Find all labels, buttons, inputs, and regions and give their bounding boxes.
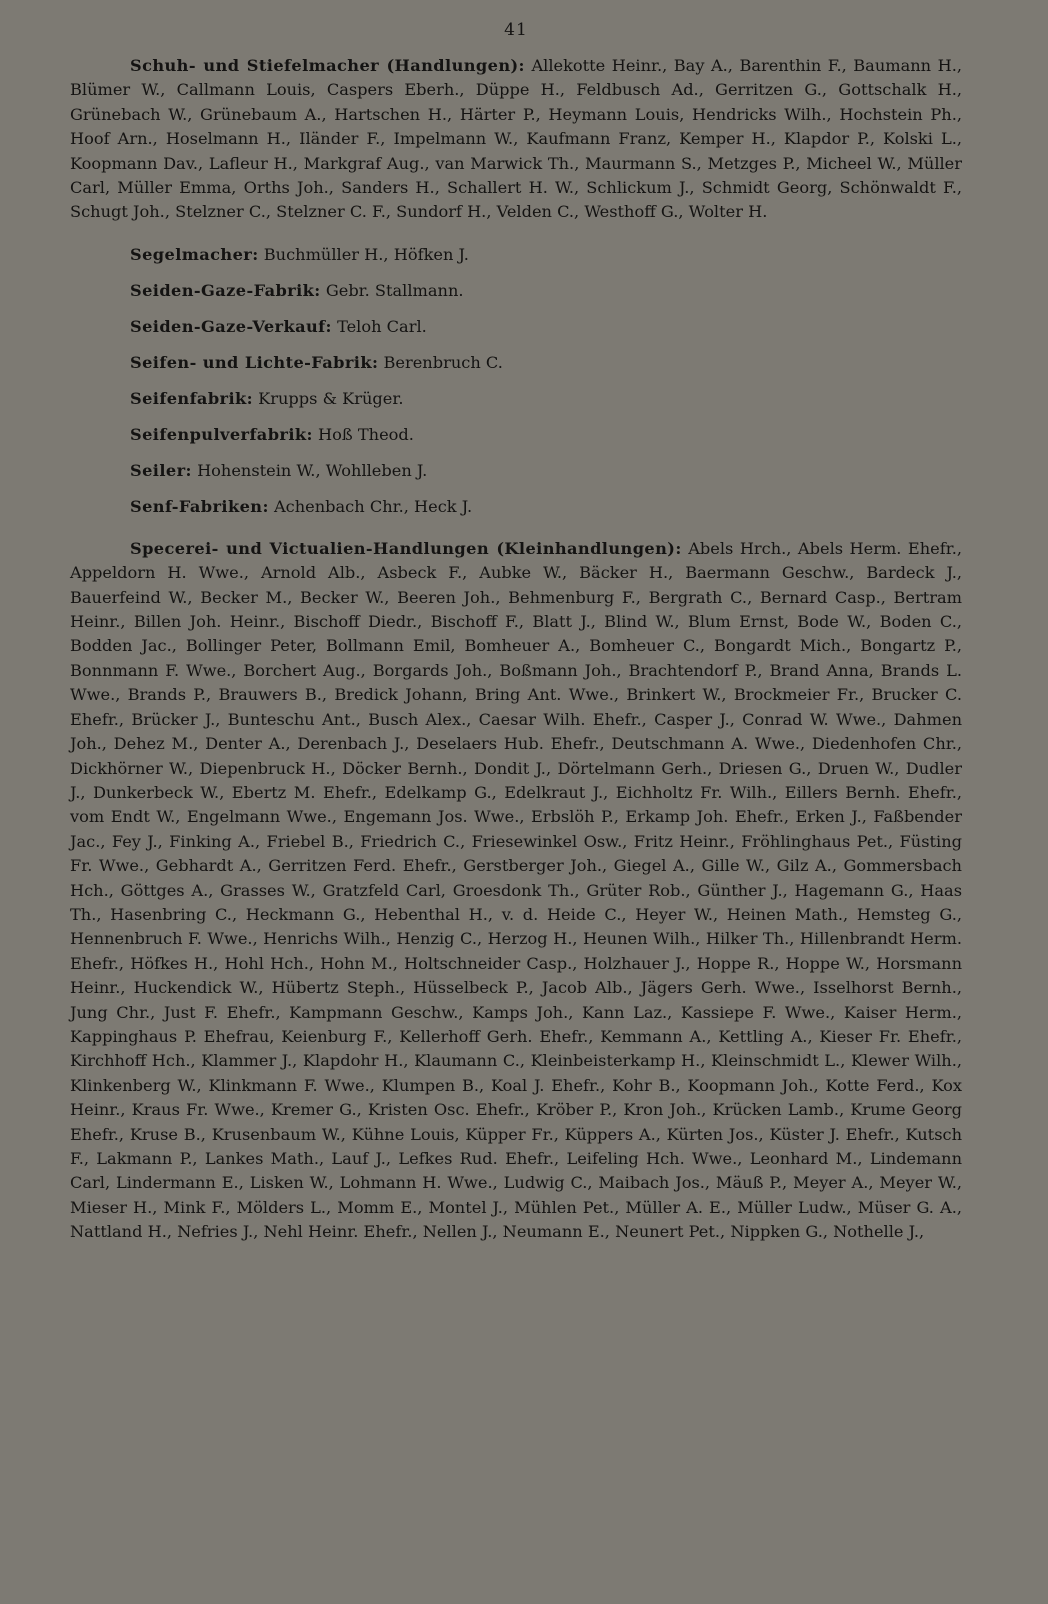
section-text: Hohenstein W., Wohlleben J. bbox=[197, 460, 428, 480]
section-text: Teloh Carl. bbox=[337, 316, 427, 336]
section-text: Buchmüller H., Höfken J. bbox=[263, 244, 469, 264]
section-heading: Segelmacher: bbox=[130, 244, 259, 264]
section-specerei bbox=[70, 537, 962, 1245]
section-heading: Seifen- und Lichte-Fabrik: bbox=[130, 352, 379, 372]
section-heading: Schuh- und Stiefelmacher (Handlungen): bbox=[130, 56, 525, 75]
section-seiler bbox=[70, 459, 962, 483]
section-segelmacher bbox=[70, 243, 962, 267]
section-seiden-gaze-fabrik bbox=[70, 279, 962, 303]
section-text: Krupps & Krüger. bbox=[258, 388, 404, 408]
section-text: Hoß Theod. bbox=[318, 424, 414, 444]
section-heading: Seifenfabrik: bbox=[130, 388, 254, 408]
section-heading: Seiler: bbox=[130, 460, 192, 480]
section-seifenfabrik bbox=[70, 387, 962, 411]
section-text: Allekotte Heinr., Bay A., Barenthin F., Baumann H., Blümer W., Callmann Louis, Caspers Eberh., Düppe H., Feldbusch Ad., Gerritzen G., Gottschalk H., Grünebach W., Grünebaum A., Hartschen H., Härter P., Heymann Louis, Hendricks Wilh., Hochstein Ph., Hoof Arn., Hoselmann H., Iländer F., Impelmann W., Kaufmann Franz, Kemper H., Klapdor P., Kolski L., Koopmann Dav., Lafleur H., Markgraf Aug., van Marwick Th., Maurmann S., Metzges P., Micheel W., Müller Carl, Müller Emma, Orths Joh., Sanders H., Schallert H. W., Schlickum J., Schmidt Georg, Schönwaldt F., Schugt Joh., Stelzner C., Stelzner C. F., Sundorf H., Velden C., Westhoff G., Wolter H. bbox=[70, 56, 963, 222]
page-number: 41 bbox=[504, 20, 528, 40]
section-text: Abels Hrch., Abels Herm. Ehefr., Appeldorn H. Wwe., Arnold Alb., Asbeck F., Aubke W., Bäcker H., Baermann Geschw., Bardeck J., Bauerfeind W., Becker M., Becker W., Beeren Joh., Behmenburg F., Bergrath C., Bernard Casp., Bertram Heinr., Billen Joh. Heinr., Bischoff Diedr., Bischoff F., Blatt J., Blind W., Blum Ernst, Bode W., Boden C., Bodden Jac., Bollinger Peter, Bollmann Emil, Bomheuer A., Bomheuer C., Bongardt Mich., Bongartz P., Bonnmann F. Wwe., Borchert Aug., Borgards Joh., Boßmann Joh., Brachtendorf P., Brand Anna, Brands L. Wwe., Brands P., Brauwers B., Bredick Johann, Bring Ant. Wwe., Brinkert W., Brockmeier Fr., Brucker C. Ehefr., Brücker J., Bunteschu Ant., Busch Alex., Caesar Wilh. Ehefr., Casper J., Conrad W. Wwe., Dahmen Joh., Dehez M., Denter A., Derenbach J., Deselaers Hub. Ehefr., Deutschmann A. Wwe., Diedenhofen Chr., Dickhörner W., Diepenbruck H., Döcker Bernh., Dondit J., Dörtelmann Gerh., Driesen G., Druen W., Dudler J., Dunkerbeck W., Ebertz M. Ehefr., Edelkamp G., Edelkraut J., Eichholtz Fr. Wilh., Eillers Bernh. Ehefr., vom Endt W., Engelmann Wwe., Engemann Jos. Wwe., Erbslöh P., Erkamp Joh. Ehefr., Erken J., Faßbender Jac., Fey J., Finking A., Friebel B., Friedrich C., Friesewinkel Osw., Fritz Heinr., Fröhlinghaus Pet., Füsting Fr. Wwe., Gebhardt A., Gerritzen Ferd. Ehefr., Gerstberger Joh., Giegel A., Gille W., Gilz A., Gommersbach Hch., Göttges A., Grasses W., Gratzfeld Carl, Groesdonk Th., Grüter Rob., Günther J., Hagemann G., Haas Th., Hasenbring C., Heckmann G., Hebenthal H., v. d. Heide C., Heyer W., Heinen Math., Hemsteg G., Hennenbruch F. Wwe., Henrichs Wilh., Henzig C., Herzog H., Heunen Wilh., Hilker Th., Hillenbrandt Herm. Ehefr., Höfkes H., Hohl Hch., Hohn M., Holtschneider Casp., Holzhauer J., Hoppe R., Hoppe W., Horsmann Heinr., Huckendick W., Hübertz Steph., Hüsselbeck P., Jacob Alb., Jägers Gerh. Wwe., Isselhorst Bernh., Jung Chr., Just F. Ehefr., Kampmann Geschw., Kamps Joh., Kann Laz., Kassiepe F. Wwe., Kaiser Herm., Kappinghaus P. Ehefrau, Keienburg F., Kellerhoff Gerh. Ehefr., Kemmann A., Kettling A., Kieser Fr. Ehefr., Kirchhoff Hch., Klammer J., Klapdohr H., Klaumann C., Kleinbeisterkamp H., Kleinschmidt L., Klewer Wilh., Klinkenberg W., Klinkmann F. Wwe., Klumpen B., Koal J. Ehefr., Kohr B., Koopmann Joh., Kotte Ferd., Kox Heinr., Kraus Fr. Wwe., Kremer G., Kristen Osc. Ehefr., Kröber P., Kron Joh., Krücken Lamb., Krume Georg Ehefr., Kruse B., Krusenbaum W., Kühne Louis, Küpper Fr., Küppers A., Kürten Jos., Küster J. Ehefr., Kutsch F., Lakmann P., Lankes Math., Lauf J., Lefkes Rud. Ehefr., Leifeling Hch. Wwe., Leonhard M., Lindemann Carl, Lindermann E., Lisken W., Lohmann H. Wwe., Ludwig C., Maibach Jos., Mäuß P., Meyer A., Meyer W., Mieser H., Mink F., Mölders L., Momm E., Montel J., Mühlen Pet., Müller A. E., Müller Ludw., Müser G. A., Nattland H., Nefries J., Nehl Heinr. Ehefr., Nellen J., Neumann E., Neunert Pet., Nippken G., Nothelle J., bbox=[70, 538, 962, 1242]
section-heading: Specerei- und Victualien-Handlungen (Kleinhandlungen): bbox=[130, 538, 682, 558]
section-heading: Seiden-Gaze-Fabrik: bbox=[130, 280, 321, 300]
section-seifenpulver bbox=[70, 423, 962, 447]
section-text: Achenbach Chr., Heck J. bbox=[273, 496, 473, 516]
section-heading: Seifenpulverfabrik: bbox=[130, 424, 313, 444]
section-text: Gebr. Stallmann. bbox=[325, 280, 464, 300]
section-heading: Senf-Fabriken: bbox=[130, 496, 269, 516]
section-schuh bbox=[70, 54, 962, 225]
section-text: Berenbruch C. bbox=[383, 352, 503, 372]
section-seifen-lichte bbox=[70, 351, 962, 375]
section-senf bbox=[70, 495, 962, 519]
section-seiden-gaze-verkauf bbox=[70, 315, 962, 339]
section-heading: Seiden-Gaze-Verkauf: bbox=[130, 316, 332, 336]
